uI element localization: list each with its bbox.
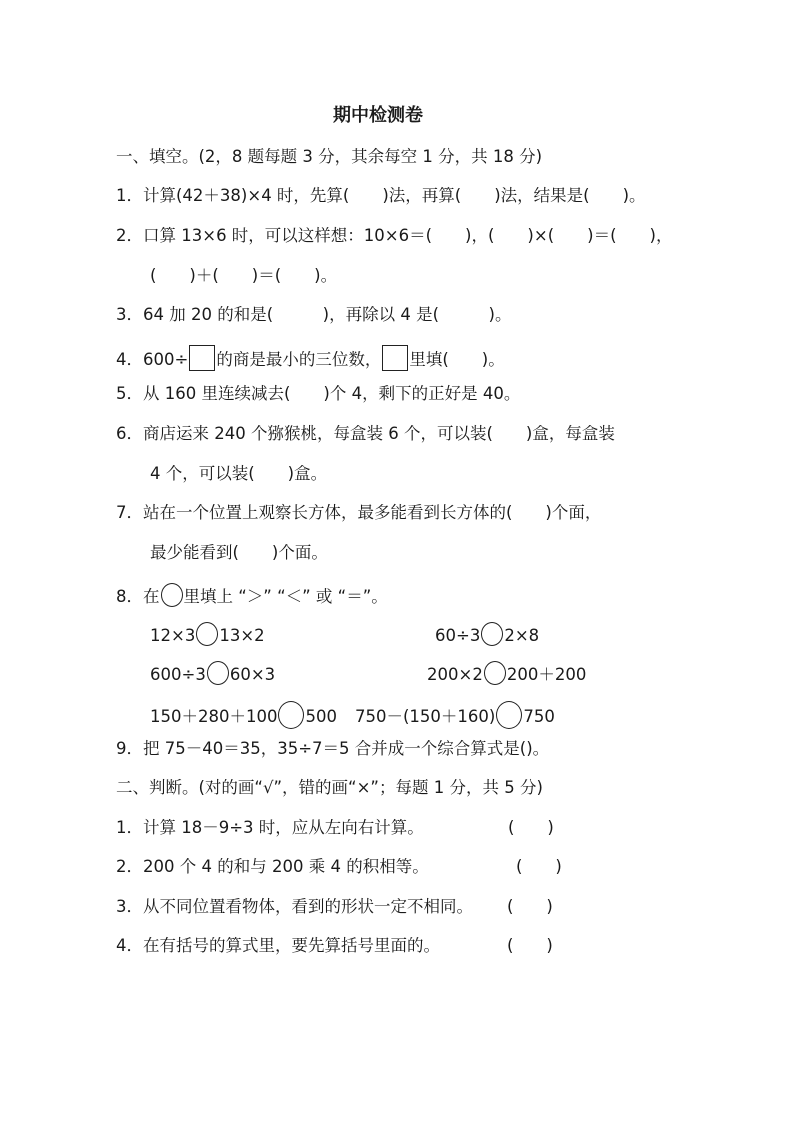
compare-left: 60÷3 [435,626,481,645]
question-8 [116,583,388,607]
compare-right: 500 [305,707,337,726]
compare-item [150,622,265,646]
question-9: 9．把 75－40＝35，35÷7＝5 合并成一个综合算式是()。 [116,739,550,758]
judge-answer-4: ( ) [507,936,553,955]
compare-left: 750－(150＋160) [355,707,496,726]
page-title: 期中检测卷 [333,105,423,126]
compare-item [355,701,555,729]
compare-left: 12×3 [150,626,196,645]
judge-item-1: 1．计算 18－9÷3 时，应从左向右计算。 [116,818,424,837]
compare-right: 750 [523,707,555,726]
blank-box-icon [189,345,215,371]
question-3: 3．64 加 20 的和是( )，再除以 4 是( )。 [116,305,512,324]
question-8-part-b: 里填上 “＞” “＜” 或 “＝”。 [183,587,388,606]
judge-answer-2: ( ) [516,857,562,876]
question-8-part-a: 8．在 [116,587,160,606]
compare-circle-icon [496,701,522,729]
question-2-line2: ( )＋( )＝( )。 [150,266,338,285]
compare-item [150,661,275,685]
question-6-line2: 4 个，可以装( )盒。 [150,464,328,483]
question-7-line1: 7．站在一个位置上观察长方体，最多能看到长方体的( )个面， [116,503,602,522]
question-4-part-a: 4．600÷ [116,350,189,369]
judge-answer-1: ( ) [508,818,554,837]
compare-left: 600÷3 [150,665,206,684]
question-2-line1: 2．口算 13×6 时，可以这样想：10×6＝( )，( )×( )＝( )， [116,226,673,245]
section1-heading: 一、填空。(2，8 题每题 3 分，其余每空 1 分，共 18 分) [116,147,543,166]
blank-circle-icon [161,583,183,607]
compare-left: 150＋280＋100 [150,707,278,726]
compare-circle-icon [196,622,218,646]
compare-right: 60×3 [229,665,276,684]
question-4-part-c: 里填( )。 [409,350,505,369]
judge-item-4: 4．在有括号的算式里，要先算括号里面的。 [116,936,440,955]
compare-circle-icon [207,661,229,685]
question-1: 1．计算(42＋38)×4 时，先算( )法，再算( )法，结果是( )。 [116,186,646,205]
judge-item-2: 2．200 个 4 的和与 200 乘 4 的积相等。 [116,857,429,876]
compare-item [150,701,337,729]
section2-heading: 二、判断。(对的画“√”，错的画“×”；每题 1 分，共 5 分) [116,778,543,797]
question-4-part-b: 的商是最小的三位数， [216,350,382,369]
judge-item-3: 3．从不同位置看物体，看到的形状一定不相同。 [116,897,473,916]
compare-item [427,661,586,685]
compare-right: 200＋200 [506,665,587,684]
question-5: 5．从 160 里连续减去( )个 4，剩下的正好是 40。 [116,384,521,403]
compare-left: 200×2 [427,665,483,684]
judge-answer-3: ( ) [507,897,553,916]
question-4 [116,345,505,371]
question-7-line2: 最少能看到( )个面。 [150,543,328,562]
compare-circle-icon [481,622,503,646]
compare-circle-icon [484,661,506,685]
question-6-line1: 6．商店运来 240 个猕猴桃，每盒装 6 个，可以装( )盒，每盒装 [116,424,615,443]
blank-box-icon [382,345,408,371]
compare-right: 2×8 [504,626,540,645]
compare-circle-icon [278,701,304,729]
compare-item [435,622,539,646]
compare-right: 13×2 [219,626,265,645]
